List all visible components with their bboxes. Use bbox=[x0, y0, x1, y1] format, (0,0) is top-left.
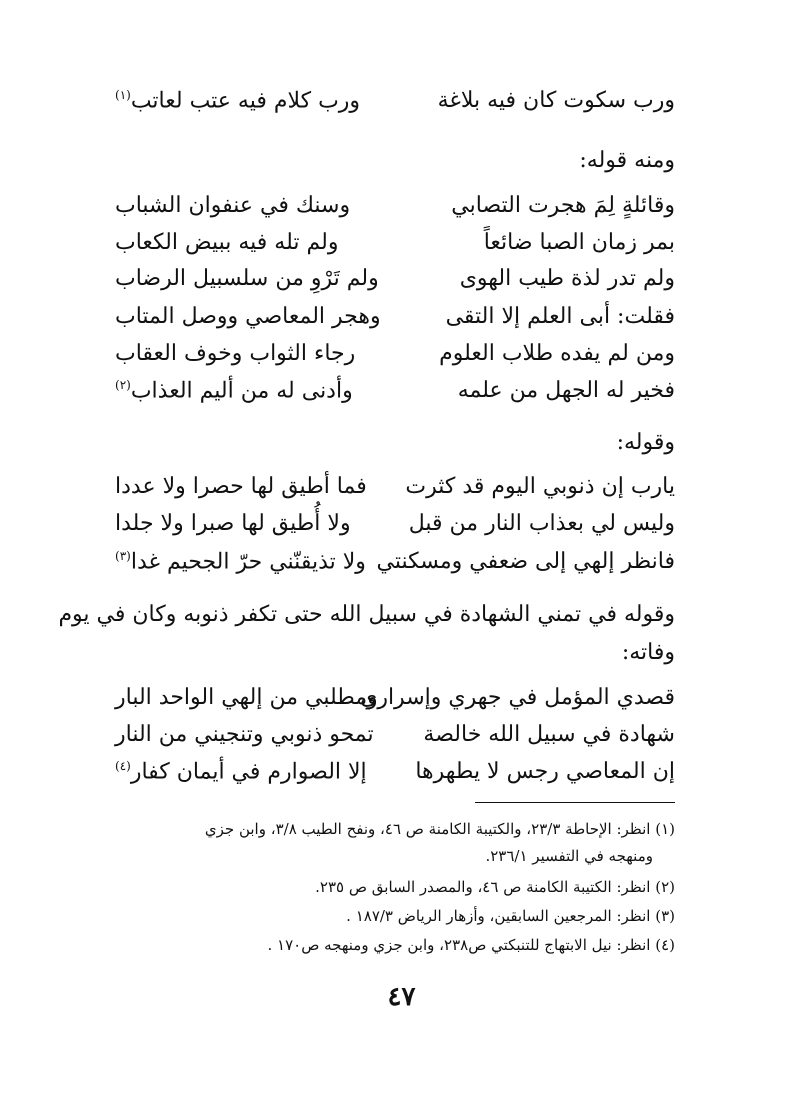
verse bbox=[115, 759, 675, 789]
verse bbox=[115, 304, 675, 334]
verse-first-hemistich: فانظر إلهي إلى ضعفي ومسكنتي bbox=[376, 549, 675, 574]
footnote: (٤) انظر: نيل الابتهاج للتنبكتي ص٢٣٨، وابن جزي ومنهجه ص١٧٠ . bbox=[267, 936, 675, 954]
footnote-ref: (٣) bbox=[115, 549, 131, 563]
verse-second-hemistich: رجاء الثواب وخوف العقاب bbox=[115, 341, 356, 366]
intro-paragraph-line: وفاته: bbox=[621, 640, 675, 665]
verse bbox=[115, 193, 675, 223]
verse bbox=[115, 341, 675, 371]
verse-second-hemistich: فما أطيق لها حصرا ولا عددا bbox=[115, 474, 367, 499]
verse bbox=[115, 88, 675, 118]
verse-first-hemistich: يارب إن ذنوبي اليوم قد كثرت bbox=[405, 474, 675, 499]
verse-second-hemistich: وأدنى له من أليم العذاب$^{(٢)}$ bbox=[115, 378, 353, 404]
footnote-continuation: ومنهجه في التفسير ٢٣٦/١. bbox=[485, 847, 653, 865]
intro-heading: ومنه قوله: bbox=[579, 148, 675, 173]
verse bbox=[115, 474, 675, 504]
verse bbox=[115, 230, 675, 260]
verse bbox=[115, 685, 675, 715]
intro-heading: وقوله: bbox=[616, 430, 675, 455]
verse-second-hemistich: وهجر المعاصي ووصل المتاب bbox=[115, 304, 381, 329]
verse bbox=[115, 378, 675, 408]
verse-second-hemistich: إلا الصوارم في أيمان كفار$^{(٤)}$ bbox=[115, 759, 367, 785]
verse-second-hemistich: ولا تذيقنّني حرّ الجحيم غدا$^{(٣)}$ bbox=[115, 549, 366, 575]
footnote-separator bbox=[475, 802, 675, 803]
verse-first-hemistich: بمر زمان الصبا ضائعاً bbox=[483, 230, 675, 255]
verse bbox=[115, 511, 675, 541]
footnote: (٢) انظر: الكتيبة الكامنة ص ٤٦، والمصدر السابق ص ٢٣٥. bbox=[315, 878, 675, 896]
verse-first-hemistich: قصدي المؤمل في جهري وإسراري bbox=[360, 685, 675, 710]
footnote: (٣) انظر: المرجعين السابقين، وأزهار الرياض ١٨٧/٣ . bbox=[346, 907, 675, 925]
footnote-ref: (١) bbox=[115, 88, 131, 102]
verse-second-hemistich: وسنك في عنفوان الشباب bbox=[115, 193, 351, 218]
footnote-ref: (٤) bbox=[115, 759, 131, 773]
verse-second-hemistich: ومطلبي من إلهي الواحد البار bbox=[115, 685, 378, 710]
footnote-ref: (٢) bbox=[115, 378, 131, 392]
verse-first-hemistich: شهادة في سبيل الله خالصة bbox=[423, 722, 675, 747]
verse-second-hemistich: ولم تَرْوِ من سلسبيل الرضاب bbox=[115, 266, 379, 291]
verse bbox=[115, 722, 675, 752]
verse-first-hemistich: ومن لم يفده طلاب العلوم bbox=[439, 341, 675, 366]
intro-paragraph-line: وقوله في تمني الشهادة في سبيل الله حتى تكفر ذنوبه وكان في يوم bbox=[58, 602, 675, 627]
verse-first-hemistich: فخير له الجهل من علمه bbox=[457, 378, 675, 403]
verse-second-hemistich: ولم تله فيه ببيض الكعاب bbox=[115, 230, 339, 255]
verse-first-hemistich: ولم تدر لذة طيب الهوى bbox=[459, 266, 675, 291]
verse-first-hemistich: وليس لي بعذاب النار من قبل bbox=[408, 511, 675, 536]
verse-second-hemistich: ولا أُطيق لها صبرا ولا جلدا bbox=[115, 511, 351, 536]
verse-first-hemistich: وقائلةٍ لِمَ هجرت التصابي bbox=[451, 193, 675, 218]
verse-first-hemistich: إن المعاصي رجس لا يطهرها bbox=[415, 759, 675, 784]
page-number: ٤٧ bbox=[387, 982, 416, 1012]
verse-first-hemistich: فقلت: أبى العلم إلا التقى bbox=[445, 304, 675, 329]
verse-second-hemistich: تمحو ذنوبي وتنجيني من النار bbox=[115, 722, 374, 747]
verse-first-hemistich: ورب سكوت كان فيه بلاغة bbox=[437, 88, 675, 113]
verse-second-hemistich: ورب كلام فيه عتب لعاتب$^{(١)}$ bbox=[115, 88, 361, 114]
footnote: (١) انظر: الإحاطة ٢٣/٣، والكتيبة الكامنة ص ٤٦، ونفح الطيب ٣/٨، وابن جزي bbox=[204, 820, 675, 838]
verse bbox=[115, 549, 675, 579]
verse bbox=[115, 266, 675, 296]
